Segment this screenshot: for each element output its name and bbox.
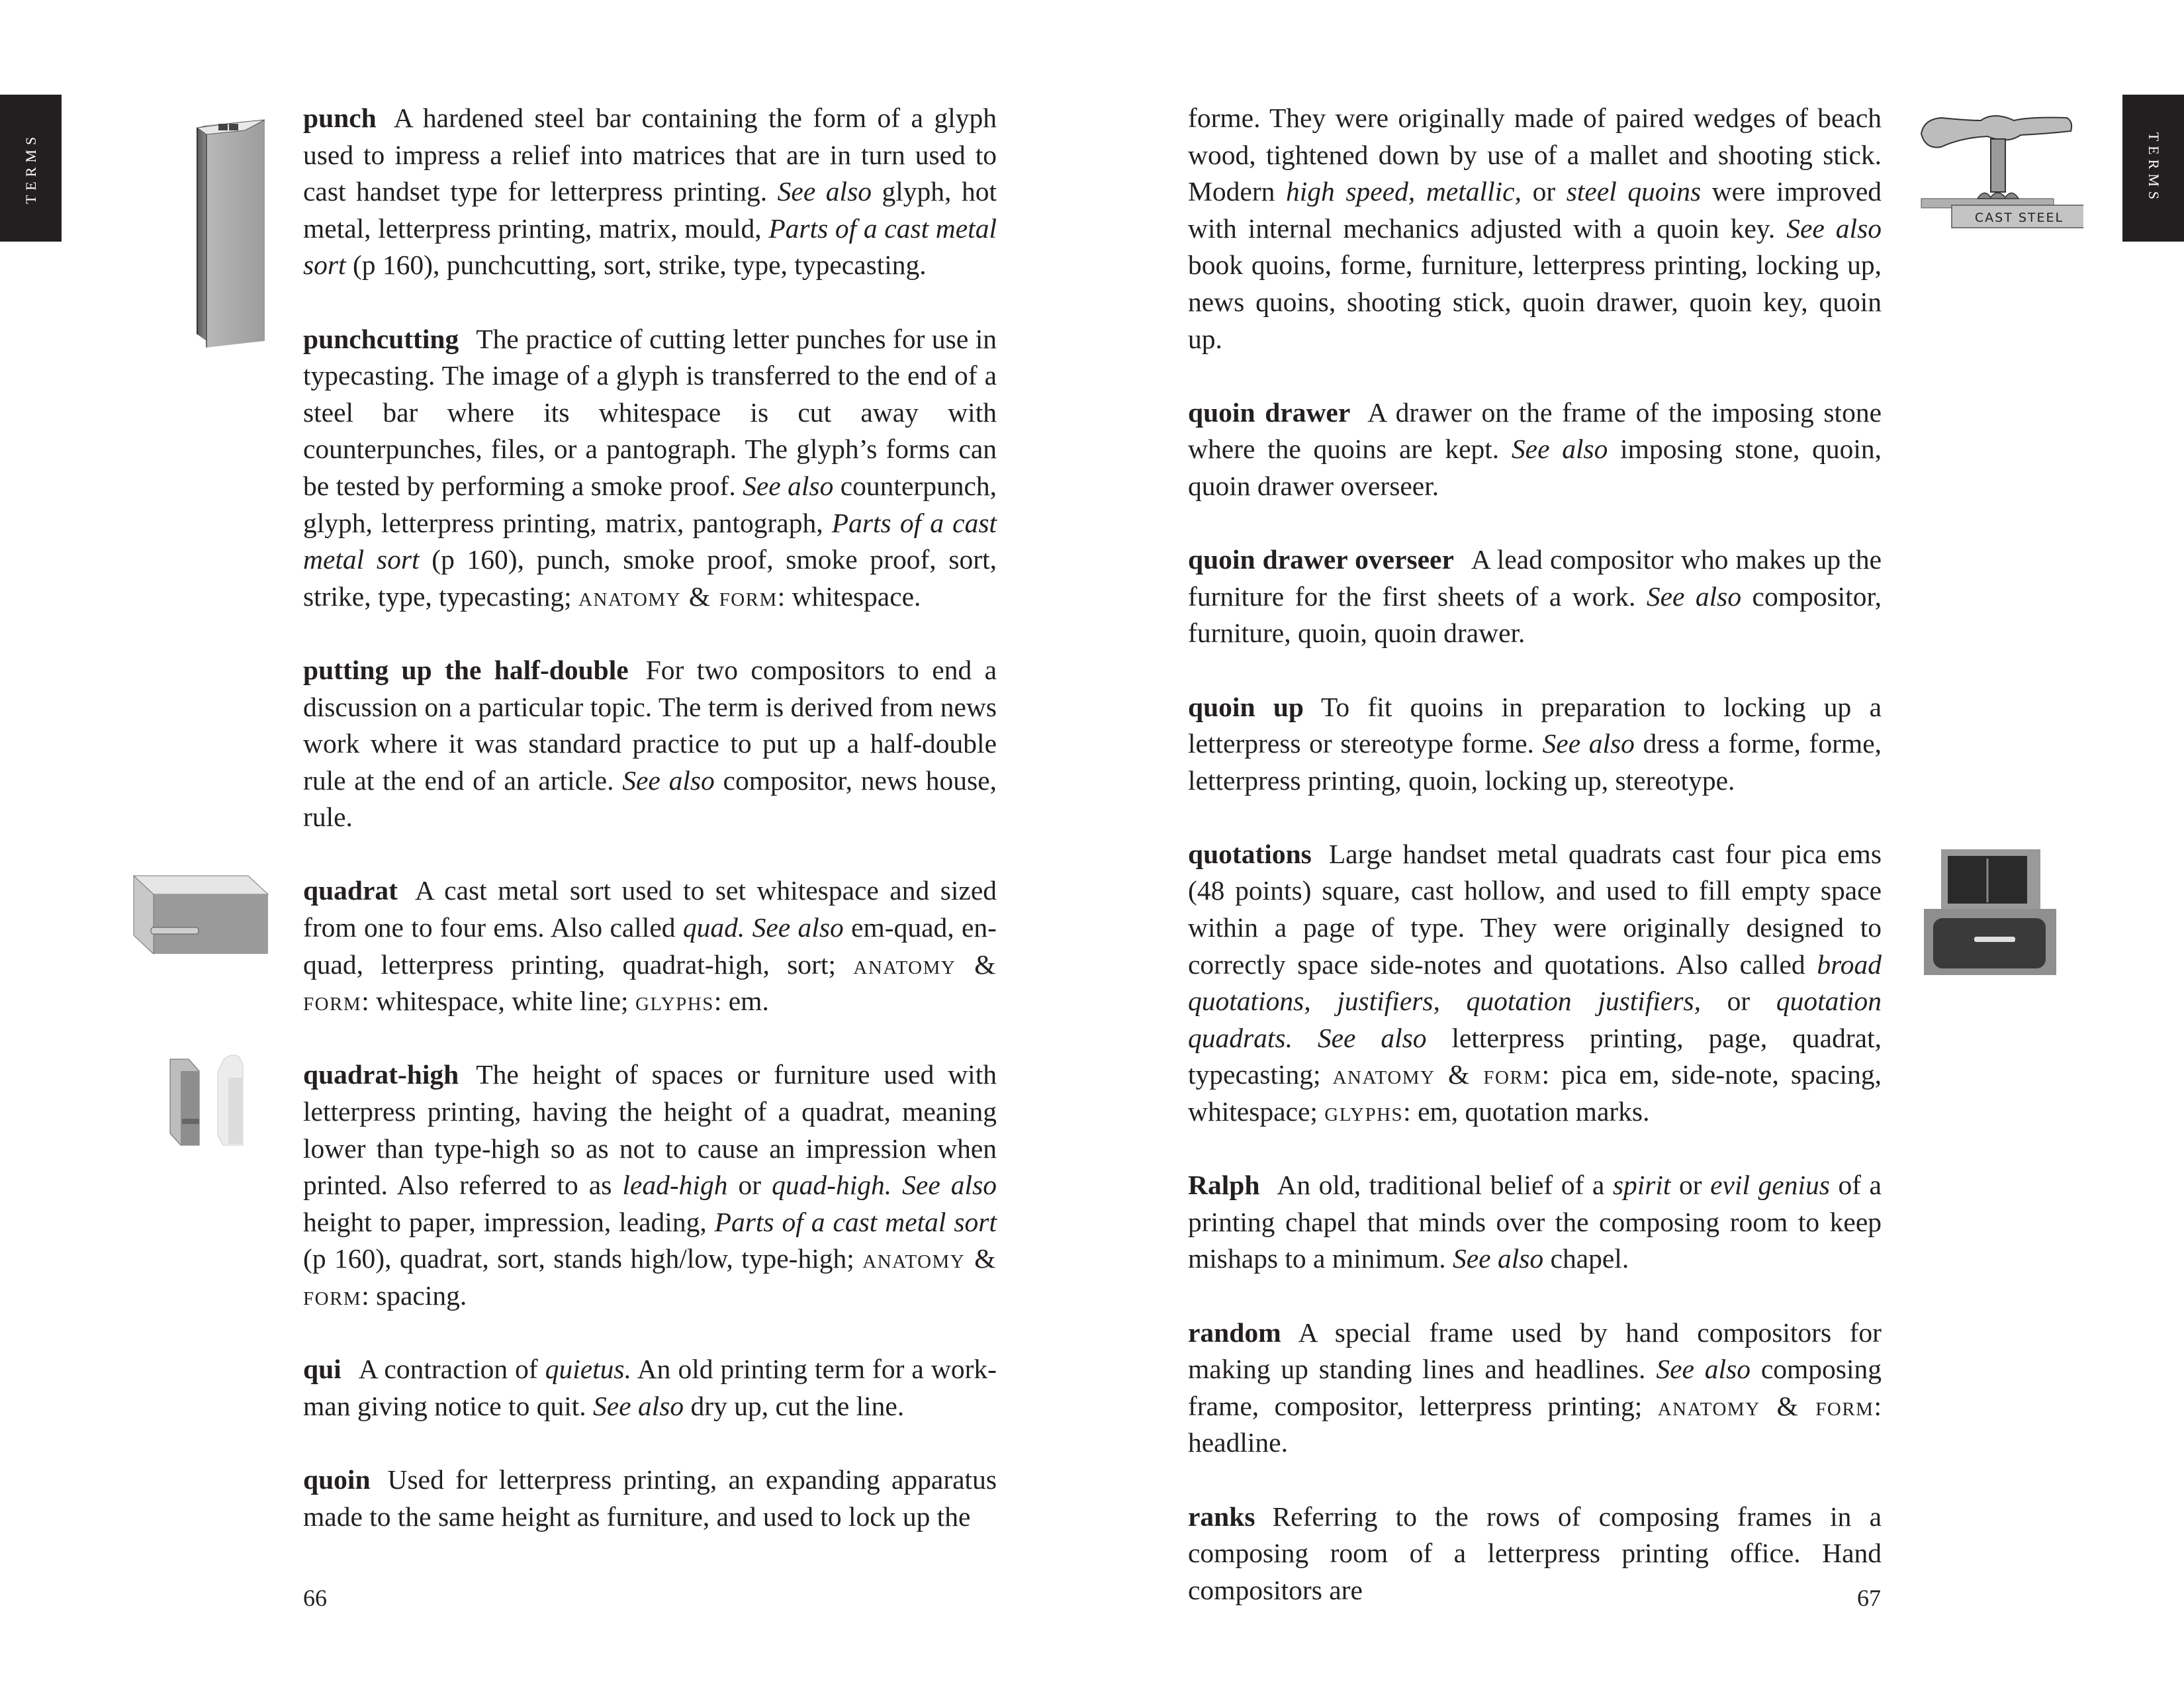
glossary-entry <box>1188 541 1882 652</box>
entry-category-label: anatomy & form <box>1332 1059 1542 1090</box>
entry-italic-text: See also <box>1656 1354 1751 1385</box>
entry-text: : headline. <box>1188 1390 1882 1458</box>
page-number-right: 67 <box>1857 1585 1881 1611</box>
entry-text: An old printing term for a workman giving notice to quit. <box>303 1354 997 1421</box>
quoin-key-illustration-icon <box>1915 106 2083 238</box>
entry-term: quoin up <box>1188 691 1304 722</box>
entry-term: putting up the half-double <box>303 654 629 685</box>
entry-italic-text: quietus. <box>545 1354 631 1385</box>
entry-italic-text: See also <box>902 1170 997 1201</box>
entry-text: dress a forme, forme, letterpress printing, quoin, locking up, stereotype. <box>1188 728 1882 796</box>
entry-text <box>1293 1023 1318 1053</box>
entry-text: (p 160), quadrat, sort, stands high/low, type-high; <box>303 1243 863 1274</box>
entry-text: dry up, cut the line. <box>684 1390 905 1421</box>
entry-italic-text: See also <box>752 912 844 943</box>
entry-text: A cast metal sort used to set whitespace and sized from one to four ems. Also called <box>303 875 997 943</box>
entry-category-label: glyphs <box>1324 1096 1404 1127</box>
entry-text: of a printing chapel that minds over the composing room to keep mishaps to a minimum. <box>1188 1170 1882 1274</box>
entry-term: punch <box>303 103 377 133</box>
entry-text <box>891 1170 902 1200</box>
entry-italic-text: broad quotations, justifiers, quotation justifiers, <box>1188 949 1882 1017</box>
glossary-entry <box>303 652 997 836</box>
entry-text: To fit quoins in preparation to locking up a letterpress or stereotype forme. <box>1188 691 1882 759</box>
entry-italic-text: Parts of a cast metal sort <box>303 212 997 281</box>
glossary-entry <box>1188 1315 1882 1462</box>
entry-text: were improved with internal mechanics adjusted with a quoin key. <box>1188 176 1882 244</box>
entry-italic-text: See also <box>1542 728 1635 759</box>
glossary-entry <box>1188 1499 1882 1609</box>
entry-italic-text: See also <box>1786 212 1882 244</box>
entry-italic-text: lead-high <box>622 1170 728 1201</box>
glossary-entry <box>1188 836 1882 1131</box>
entry-text: compositor, news house, rule. <box>303 765 997 833</box>
entry-text: composing frame, compositor, letterpress printing; <box>1188 1354 1882 1421</box>
section-tab-right <box>2122 95 2184 242</box>
entry-text: or <box>1670 1170 1711 1201</box>
entry-text: em-quad, en-quad, letterpress printing, quadrat-high, sort; <box>303 912 997 980</box>
punch-illustration-icon <box>192 116 271 354</box>
entry-text: book quoins, forme, furniture, letterpress printing, locking up, news quoins, shooting stick, quoin drawer, quoin key, quoin up. <box>1188 250 1882 354</box>
entry-italic-text: See also <box>743 470 834 501</box>
entry-italic-text: spirit <box>1612 1170 1671 1201</box>
entry-text: or <box>1521 176 1567 207</box>
glossary-entry <box>1188 1167 1882 1278</box>
entry-category-label: anatomy & form <box>303 1243 997 1311</box>
entry-italic-text: quotation quadrats. <box>1188 986 1882 1053</box>
quoin-key-engraving: CAST STEEL <box>1974 211 2064 225</box>
entry-text: A lead compositor who makes up the furniture for the first sheets of a work. <box>1188 544 1882 612</box>
glossary-entry <box>303 1056 997 1314</box>
entry-text: chapel. <box>1543 1243 1629 1274</box>
entry-text: : whitespace, white line; <box>361 986 635 1017</box>
entry-italic-text: See also <box>1317 1022 1427 1053</box>
glossary-entry <box>1188 395 1882 505</box>
entry-category-label: anatomy & form <box>578 581 778 612</box>
entry-term: quoin drawer overseer <box>1188 544 1454 575</box>
entry-term: quoin <box>303 1464 371 1495</box>
glossary-entry <box>303 321 997 616</box>
glossary-entry <box>303 100 997 284</box>
entry-term: punchcutting <box>303 323 459 354</box>
entry-text: A contraction of <box>358 1354 545 1385</box>
entry-text: : em. <box>713 986 769 1017</box>
entry-term: random <box>1188 1317 1281 1348</box>
glossary-entry <box>303 872 997 1019</box>
entry-text: imposing stone, quoin, quoin drawer overseer. <box>1188 434 1882 501</box>
glossary-entry-continued <box>1188 100 1882 357</box>
entry-text: glyph, hot metal, letterpress printing, matrix, mould, <box>303 176 997 244</box>
right-page-column <box>1188 100 1882 1646</box>
entry-italic-text: See also <box>1646 581 1742 612</box>
entry-term: quotations <box>1188 838 1312 869</box>
section-tab-label: TERMS <box>22 132 39 205</box>
entry-term: quadrat-high <box>303 1059 459 1090</box>
entry-text: Large handset metal quadrats cast four pica ems (48 points) square, cast hollow, and used to fill empty space within a page of type. They were originally designed to correctly space side-notes and quotations. Also called <box>1188 838 1882 980</box>
entry-text: forme. They were originally made of paired wedges of beach wood, tightened down by use of a mallet and shooting stick. Modern <box>1188 103 1882 207</box>
entry-text <box>745 912 752 943</box>
section-tab-label: TERMS <box>2145 132 2162 205</box>
section-tab-left <box>0 95 62 242</box>
entry-italic-text: Parts of a cast metal sort <box>714 1206 997 1237</box>
entry-text: A drawer on the frame of the imposing stone where the quoins are kept. <box>1188 397 1882 465</box>
entry-italic-text: See also <box>593 1390 684 1421</box>
entry-text: A special frame used by hand compositors for making up standing lines and headlines. <box>1188 1317 1882 1385</box>
entry-text: counterpunch, glyph, letterpress printing, matrix, pantograph, <box>303 470 997 538</box>
entry-term: quoin drawer <box>1188 397 1351 428</box>
entry-text: Used for letterpress printing, an expanding apparatus made to the same height as furniture, and used to lock up the <box>303 1464 997 1532</box>
entry-text: An old, traditional belief of a <box>1277 1170 1613 1201</box>
entry-term: quadrat <box>303 875 398 906</box>
entry-term: qui <box>303 1354 341 1385</box>
entry-text: : pica em, side-note, spacing, whitespace; <box>1188 1059 1882 1127</box>
entry-italic-text: quad. <box>682 912 745 943</box>
entry-text: (p 160), punch, smoke proof, smoke proof, sort, strike, type, typecasting; <box>303 544 997 612</box>
entry-text: : em, quotation marks. <box>1403 1096 1650 1127</box>
entry-term: Ralph <box>1188 1170 1260 1201</box>
entry-text: For two compositors to end a discussion on a particular topic. The term is derived from news work where it was standard practice to put up a half-double rule at the end of an article. <box>303 654 997 796</box>
entry-text: or <box>1701 986 1776 1017</box>
entry-italic-text: Parts of a cast metal sort <box>303 507 997 575</box>
entry-text: Referring to the rows of composing frames in a composing room of a letterpress printing office. Hand compositors are <box>1188 1501 1882 1605</box>
glossary-entry <box>303 1462 997 1535</box>
entry-text: or <box>727 1170 772 1201</box>
entry-text: (p 160), punchcutting, sort, strike, type, typecasting. <box>345 250 927 281</box>
entry-text: compositor, furniture, quoin, quoin drawer. <box>1188 581 1882 649</box>
entry-category-label: anatomy & form <box>1657 1390 1874 1421</box>
entry-italic-text: See also <box>1511 434 1608 465</box>
entry-italic-text: high speed, metallic, <box>1286 176 1522 207</box>
entry-category-label: anatomy & form <box>303 949 997 1017</box>
entry-italic-text: evil genius <box>1710 1170 1830 1201</box>
entry-category-label: glyphs <box>635 986 714 1017</box>
entry-italic-text: steel quoins <box>1566 176 1702 207</box>
glossary-entry <box>303 1351 997 1425</box>
entry-text: letterpress printing, page, quadrat, typecasting; <box>1188 1022 1882 1090</box>
entry-italic-text: See also <box>777 176 872 207</box>
quotations-illustration-icon <box>1923 844 2062 976</box>
entry-text: : spacing. <box>361 1280 467 1311</box>
entry-text: The height of spaces or furniture used with letterpress printing, having the height of a quadrat, meaning lower than type-high so as not to cause an impression when printed. Also referred to as <box>303 1059 997 1201</box>
entry-text: height to paper, impression, leading, <box>303 1206 715 1237</box>
page-number-left: 66 <box>303 1585 327 1611</box>
entry-italic-text: See also <box>1453 1243 1544 1274</box>
entry-term: ranks <box>1188 1501 1255 1532</box>
entry-text: : whitespace. <box>777 581 921 612</box>
left-page-column <box>303 100 997 1572</box>
entry-italic-text: quad-high. <box>772 1170 892 1201</box>
entry-italic-text: See also <box>622 765 715 796</box>
entry-text: A hardened steel bar containing the form of a glyph used to impress a relief into matrices that are in turn used to cast handset type for letterpress printing. <box>303 103 997 207</box>
quadrat-illustration-icon <box>132 870 271 957</box>
quadrat-high-illustration-icon <box>169 1053 275 1149</box>
entry-text: The practice of cutting letter punches for use in typecasting. The image of a glyph is transferred to the end of a steel bar where its whitespace is cut away with counterpunches, files, or a pantograph. The glyph’s forms can be tested by performing a smoke proof. <box>303 323 997 501</box>
glossary-entry <box>1188 689 1882 800</box>
